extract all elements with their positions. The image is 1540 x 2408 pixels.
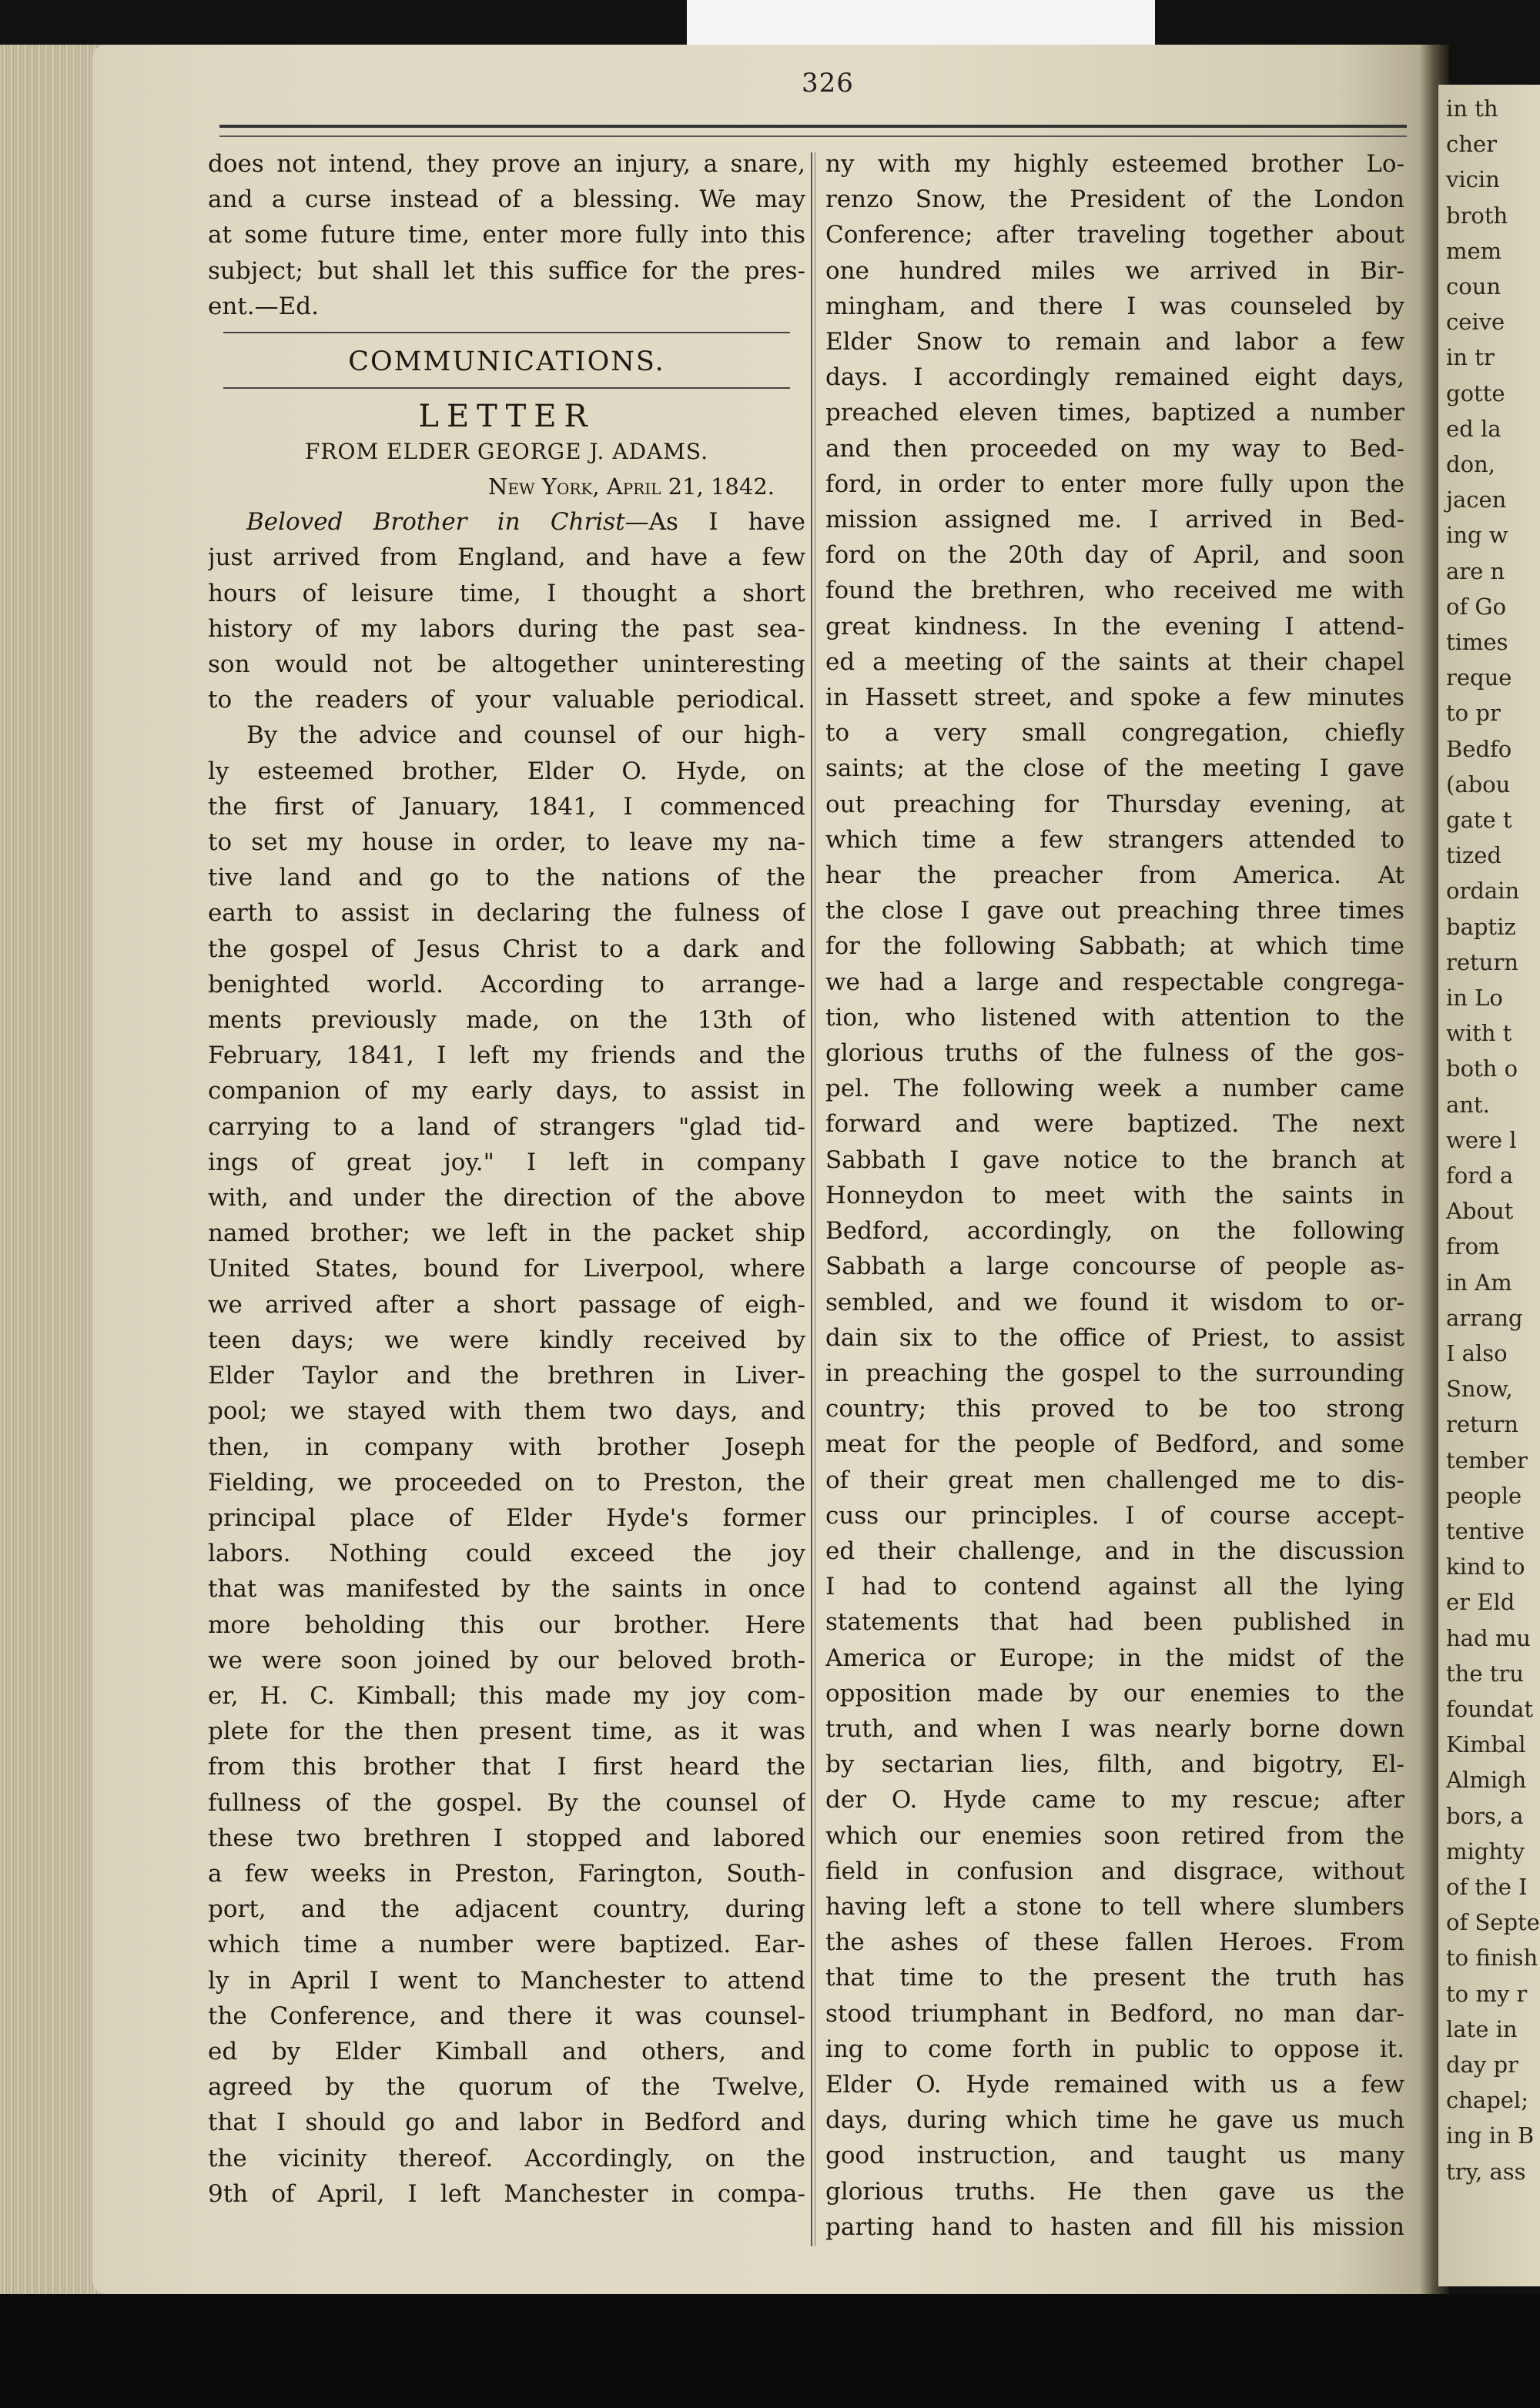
- facing-page-line: tentive: [1446, 1518, 1525, 1544]
- text-line: tion, who listened with attention to the: [825, 1003, 1404, 1032]
- facing-page-line: bors, a: [1446, 1802, 1524, 1829]
- text-line: hours of leisure time, I thought a short: [208, 579, 805, 607]
- text-line: found the brethren, who received me with: [825, 577, 1404, 605]
- letter-body-left: [208, 504, 805, 2212]
- section-rule-bottom: [223, 387, 790, 389]
- text-line: named brother; we left in the packet ship: [208, 1219, 805, 1248]
- text-line: Elder Snow to remain and labor a few: [825, 328, 1404, 356]
- text-line: field in confusion and disgrace, without: [825, 1857, 1404, 1885]
- facing-page-line: ford a: [1446, 1162, 1514, 1189]
- text-line: cuss our principles. I of course accept-: [825, 1501, 1404, 1530]
- facing-page-line: late in: [1446, 2015, 1518, 2042]
- facing-page-line: in Lo: [1446, 985, 1503, 1011]
- facing-page-line: day pr: [1446, 2052, 1518, 2078]
- scan-bottom-margin: [0, 2294, 1540, 2408]
- text-line: By the advice and counsel of our high-: [246, 721, 805, 750]
- facing-page-line: baptiz: [1446, 913, 1516, 940]
- facing-page-line: from: [1446, 1233, 1500, 1260]
- text-line: does not intend, they prove an injury, a snare,: [208, 150, 805, 178]
- text-line: pel. The following week a number came: [825, 1075, 1404, 1103]
- text-line: forward and were baptized. The next: [825, 1110, 1404, 1139]
- facing-page-line: in th: [1446, 95, 1498, 122]
- facing-page-line: ceive: [1446, 309, 1505, 336]
- facing-page-line: vicin: [1446, 166, 1500, 193]
- facing-page-line: gate t: [1446, 807, 1512, 833]
- text-line: ments previously made, on the 13th of: [208, 1006, 805, 1035]
- text-line: glorious truths of the fulness of the gos-: [825, 1039, 1404, 1068]
- text-line: tive land and go to the nations of the: [208, 864, 805, 892]
- page-number: 326: [802, 68, 854, 99]
- text-line: stood triumphant in Bedford, no man dar-: [825, 1999, 1404, 2028]
- text-line: ny with my highly esteemed brother Lo-: [825, 150, 1404, 178]
- facing-page-line: ing in B: [1446, 2122, 1535, 2149]
- facing-page-line: try, ass: [1446, 2158, 1526, 2185]
- facing-page-line: arrang: [1446, 1304, 1523, 1331]
- facing-page-line: in tr: [1446, 344, 1495, 371]
- facing-page-line: tized: [1446, 842, 1502, 869]
- text-line: preached eleven times, baptized a number: [825, 399, 1404, 427]
- text-line: ings of great joy." I left in company: [208, 1148, 805, 1176]
- facing-page-line: return: [1446, 948, 1518, 975]
- text-line: having left a stone to tell where slumbers: [825, 1892, 1404, 1921]
- text-line: sembled, and we found it wisdom to or-: [825, 1288, 1404, 1316]
- text-line: 9th of April, I left Manchester in compa-: [208, 2179, 805, 2208]
- text-line: that was manifested by the saints in once: [208, 1575, 805, 1604]
- facing-page-line: are n: [1446, 557, 1505, 584]
- facing-page-line: in Am: [1446, 1269, 1512, 1296]
- text-line: of their great men challenged me to dis-: [825, 1466, 1404, 1494]
- facing-page-line: mighty: [1446, 1838, 1525, 1865]
- text-line: renzo Snow, the President of the London: [825, 186, 1404, 214]
- facing-page-line: don,: [1446, 451, 1495, 477]
- text-line: the Conference, and there it was counsel-: [208, 2002, 805, 2030]
- facing-page-line: reque: [1446, 664, 1512, 691]
- text-line: Bedford, accordingly, on the following: [825, 1217, 1404, 1246]
- text-line: which our enemies soon retired from the: [825, 1821, 1404, 1850]
- text-line: we arrived after a short passage of eigh-: [208, 1290, 805, 1319]
- text-line: labors. Nothing could exceed the joy: [208, 1540, 805, 1568]
- text-line: der O. Hyde came to my rescue; after: [825, 1786, 1404, 1814]
- text-line: for the following Sabbath; at which time: [825, 932, 1404, 961]
- facing-page-line: About: [1446, 1198, 1514, 1225]
- facing-page-line: mem: [1446, 237, 1502, 264]
- right-column: [825, 146, 1404, 2245]
- facing-page-line: of Go: [1446, 593, 1507, 620]
- letter-title: LETTER: [418, 399, 595, 435]
- text-line: ed a meeting of the saints at their chapel: [825, 647, 1404, 676]
- facing-page-line: times: [1446, 629, 1508, 655]
- text-line: pool; we stayed with them two days, and: [208, 1397, 805, 1426]
- facing-page-line: of the I: [1446, 1874, 1528, 1900]
- text-line: days. I accordingly remained eight days,: [825, 363, 1404, 392]
- facing-page-line: Bedfo: [1446, 735, 1512, 762]
- facing-page-line: gotte: [1446, 380, 1505, 406]
- text-line: opposition made by our enemies to the: [825, 1679, 1404, 1707]
- facing-page-line: Almigh: [1446, 1767, 1527, 1794]
- text-line: out preaching for Thursday evening, at: [825, 790, 1404, 818]
- text-line: with, and under the direction of the above: [208, 1184, 805, 1212]
- text-line: Fielding, we proceeded on to Preston, the: [208, 1468, 805, 1497]
- facing-page-line: chapel;: [1446, 2087, 1528, 2114]
- facing-page-line: ing w: [1446, 522, 1508, 549]
- text-line: the gospel of Jesus Christ to a dark and: [208, 935, 805, 963]
- text-line: mingham, and there I was counseled by: [825, 292, 1404, 320]
- text-line: principal place of Elder Hyde's former: [208, 1503, 805, 1532]
- text-line: and a curse instead of a blessing. We may: [208, 186, 805, 214]
- facing-page-line: coun: [1446, 273, 1502, 299]
- text-line: Elder Taylor and the brethren in Liver-: [208, 1362, 805, 1390]
- facing-page-fragment: [1438, 85, 1540, 2286]
- text-line: great kindness. In the evening I attend-: [825, 612, 1404, 640]
- text-line: ent.—Ed.: [208, 292, 319, 320]
- facing-page-line: people: [1446, 1482, 1522, 1509]
- text-line: agreed by the quorum of the Twelve,: [208, 2073, 805, 2102]
- text-line: Conference; after traveling together about: [825, 221, 1404, 249]
- text-line: in preaching the gospel to the surrounding: [825, 1359, 1404, 1387]
- facing-page-line: with t: [1446, 1020, 1512, 1047]
- text-line: ly in April I went to Manchester to attend: [208, 1966, 805, 1995]
- text-line: to set my house in order, to leave my na-: [208, 828, 805, 857]
- text-line: ed their challenge, and in the discussion: [825, 1537, 1404, 1565]
- text-line: benighted world. According to arrange-: [208, 970, 805, 998]
- facing-page-line: return: [1446, 1411, 1518, 1438]
- text-line: history of my labors during the past sea-: [208, 614, 805, 643]
- text-line: the ashes of these fallen Heroes. From: [825, 1928, 1404, 1957]
- text-line: fullness of the gospel. By the counsel of: [208, 1788, 805, 1817]
- scan-top-margin: [687, 0, 1155, 45]
- text-line: that time to the present the truth has: [825, 1964, 1404, 1992]
- text-line: the vicinity thereof. Accordingly, on the: [208, 2144, 805, 2172]
- text-line: ford, in order to enter more fully upon the: [825, 470, 1404, 498]
- text-line: ed by Elder Kimball and others, and: [208, 2037, 805, 2065]
- text-line: ly esteemed brother, Elder O. Hyde, on: [208, 757, 805, 785]
- text-line: to the readers of your valuable periodical.: [208, 686, 805, 714]
- text-line: just arrived from England, and have a few: [208, 543, 805, 572]
- text-line: which time a number were baptized. Ear-: [208, 1931, 805, 1959]
- text-line: hear the preacher from America. At: [825, 861, 1404, 890]
- facing-page-line: ant.: [1446, 1091, 1490, 1118]
- text-line: glorious truths. He then gave us the: [825, 2177, 1404, 2206]
- text-line: meat for the people of Bedford, and some: [825, 1430, 1404, 1459]
- facing-page-line: of Septe: [1446, 1909, 1540, 1936]
- text-line: the close I gave out preaching three times: [825, 897, 1404, 925]
- text-line: these two brethren I stopped and labored: [208, 1824, 805, 1852]
- facing-page-line: tember: [1446, 1446, 1528, 1473]
- facing-page-line: ed la: [1446, 415, 1502, 442]
- facing-page-line: Snow,: [1446, 1376, 1513, 1403]
- text-line: port, and the adjacent country, during: [208, 1895, 805, 1924]
- facing-page-line: jacen: [1446, 487, 1507, 513]
- text-line: carrying to a land of strangers "glad tid-: [208, 1112, 805, 1141]
- facing-page-line: were l: [1446, 1126, 1517, 1153]
- text-line: er, H. C. Kimball; this made my joy com-: [208, 1681, 805, 1710]
- text-line: parting hand to hasten and fill his mission: [825, 2212, 1404, 2241]
- text-line: from this brother that I first heard the: [208, 1753, 805, 1781]
- text-line: Beloved Brother in Christ—As I have: [246, 508, 805, 537]
- facing-page-line: foundat: [1446, 1696, 1534, 1722]
- text-line: which time a few strangers attended to: [825, 825, 1404, 854]
- facing-page-line: er Eld: [1446, 1589, 1515, 1616]
- text-line: subject; but shall let this suffice for the pres-: [208, 256, 805, 285]
- text-line: Honneydon to meet with the saints in: [825, 1181, 1404, 1209]
- text-line: truth, and when I was nearly borne down: [825, 1714, 1404, 1743]
- text-line: ford on the 20th day of April, and soon: [825, 541, 1404, 570]
- facing-page-line: Kimbal: [1446, 1731, 1526, 1758]
- text-line: country; this proved to be too strong: [825, 1395, 1404, 1423]
- facing-page-line: broth: [1446, 202, 1508, 229]
- facing-page-line: had mu: [1446, 1624, 1531, 1651]
- facing-page-line: ordain: [1446, 878, 1520, 905]
- text-line: the first of January, 1841, I commenced: [208, 792, 805, 821]
- facing-page-line: both o: [1446, 1055, 1518, 1082]
- text-line: I had to contend against all the lying: [825, 1573, 1404, 1601]
- text-line: plete for the then present time, as it was: [208, 1717, 805, 1746]
- left-column: [208, 146, 805, 2212]
- text-line: ing to come forth in public to oppose it.: [825, 2035, 1404, 2063]
- text-line: teen days; we were kindly received by: [208, 1326, 805, 1354]
- text-line: United States, bound for Liverpool, where: [208, 1255, 805, 1283]
- facing-page-line: to pr: [1446, 700, 1501, 727]
- text-line: days, during which time he gave us much: [825, 2106, 1404, 2135]
- column-divider: [811, 152, 815, 2246]
- text-line: good instruction, and taught us many: [825, 2142, 1404, 2170]
- letter-dateline: New York, April 21, 1842.: [488, 473, 775, 500]
- text-line: then, in company with brother Joseph: [208, 1433, 805, 1461]
- text-line: we had a large and respectable congrega-: [825, 968, 1404, 996]
- facing-page-line: to my r: [1446, 1980, 1528, 2007]
- text-line: earth to assist in declaring the fulness of: [208, 899, 805, 928]
- text-line: statements that had been published in: [825, 1608, 1404, 1637]
- text-line: Sabbath a large concourse of people as-: [825, 1252, 1404, 1281]
- text-line: to a very small congregation, chiefly: [825, 719, 1404, 747]
- facing-page-line: (abou: [1446, 771, 1511, 798]
- editor-note: [208, 146, 805, 324]
- text-line: saints; at the close of the meeting I gave: [825, 754, 1404, 783]
- letter-subtitle: FROM ELDER GEORGE J. ADAMS.: [305, 439, 708, 465]
- text-line: companion of my early days, to assist in: [208, 1077, 805, 1105]
- text-line: by sectarian lies, filth, and bigotry, El-: [825, 1751, 1404, 1779]
- section-heading: COMMUNICATIONS.: [348, 346, 665, 378]
- section-rule-top: [223, 332, 790, 333]
- facing-page-line: the tru: [1446, 1660, 1524, 1687]
- text-line: America or Europe; in the midst of the: [825, 1644, 1404, 1672]
- text-line: son would not be altogether uninteresting: [208, 650, 805, 679]
- text-line: more beholding this our brother. Here: [208, 1610, 805, 1639]
- facing-page-line: I also: [1446, 1340, 1508, 1366]
- text-line: mission assigned me. I arrived in Bed-: [825, 506, 1404, 534]
- text-line: one hundred miles we arrived in Bir-: [825, 256, 1404, 285]
- text-line: dain six to the office of Priest, to assist: [825, 1323, 1404, 1352]
- facing-page-line: to finish: [1446, 1945, 1538, 1972]
- text-line: at some future time, enter more fully into this: [208, 221, 805, 249]
- facing-page-line: cher: [1446, 131, 1497, 158]
- text-line: that I should go and labor in Bedford and: [208, 2109, 805, 2137]
- header-rule: [219, 125, 1407, 137]
- text-line: February, 1841, I left my friends and the: [208, 1042, 805, 1070]
- text-line: we were soon joined by our beloved broth-: [208, 1646, 805, 1674]
- text-line: Sabbath I gave notice to the branch at: [825, 1145, 1404, 1174]
- text-line: in Hassett street, and spoke a few minutes: [825, 684, 1404, 712]
- text-line: Elder O. Hyde remained with us a few: [825, 2070, 1404, 2099]
- text-line: and then proceeded on my way to Bed-: [825, 434, 1404, 463]
- text-line: a few weeks in Preston, Farington, South-: [208, 1859, 805, 1888]
- facing-page-line: kind to: [1446, 1553, 1525, 1580]
- book-page-edges: [0, 45, 108, 2294]
